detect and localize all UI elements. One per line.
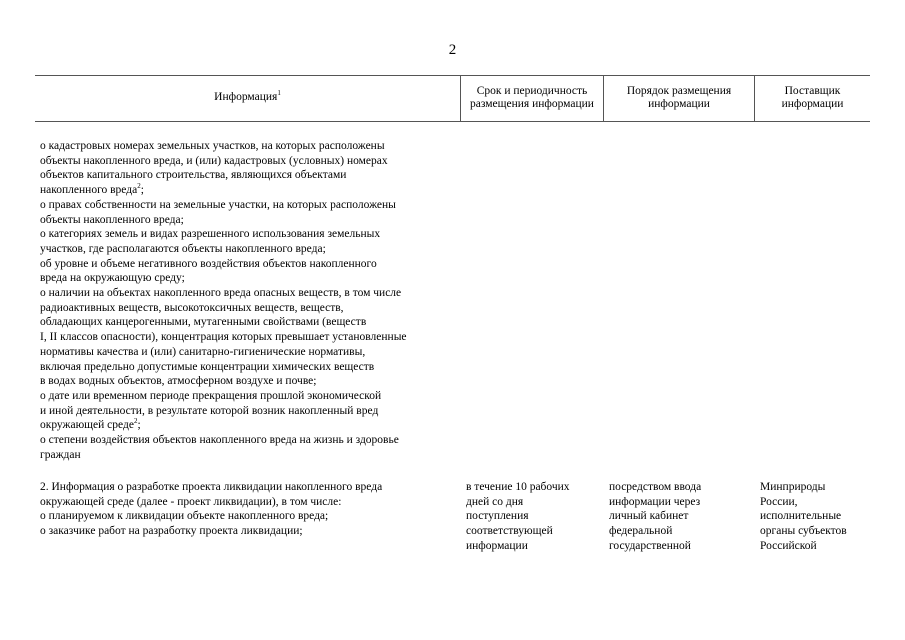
section2-deadline-text: в течение 10 рабочих дней со дня поступления соответствующей информации <box>466 481 570 552</box>
header-deadline <box>461 75 603 121</box>
section1-information-text <box>40 139 455 462</box>
page-number: 2 <box>448 42 457 58</box>
section2-information-text: 2. Информация о разработке проекта ликвидации накопленного вреда окружающей среде (далее - проект ликвидации), в том числе: о планируемом к ликвидации объекте накопленного вреда; о заказчике работ на разработку проекта ликвидации; <box>40 481 383 538</box>
footnote-ref: 2 <box>133 417 138 426</box>
header-deadline-label: Срок и периодичность размещения информации <box>470 84 594 110</box>
header-placement-procedure-label: Порядок размещения информации <box>626 84 732 110</box>
table-header-bottom-rule <box>35 121 870 122</box>
header-information-label: Информация <box>214 91 278 104</box>
footnote-ref: 1 <box>277 89 281 98</box>
footnote-ref: 2 <box>137 182 141 191</box>
section2-provider-text: Минприроды России, исполнительные органы субъектов Российской <box>760 481 847 552</box>
header-provider <box>755 75 870 121</box>
section1-text-part: ; о правах собственности на земельные участки, на которых расположены объекты накопленного вреда; о категориях земель и видах разрешенного использования земельных участков, где располагаются объекты накопленного вреда; об уровне и объеме негативного воздействия объектов накопленного вреда на окружающую среду; о наличии на объектах накопленного вреда опасных веществ, в том числе радиоактивных веществ, высокотоксичных веществ, веществ, обладающих канцерогенными, мутагенными свойствами (веществ I, II классов опасности), концентрация которых превышает установленные нормативы качества и (или) санитарно-гигиенические нормативы, включая предельно допустимые концентрации химических веществ в водах водных объектов, атмосферном воздухе и почве; о дате или временном периоде прекращения прошлой экономической и иной деятельности, в результате которой возник накопленный вред окружающей среде <box>40 184 407 432</box>
header-placement-procedure <box>604 75 754 121</box>
section1-text-part: ; о степени воздействия объектов накопленного вреда на жизнь и здоровье граждан <box>40 419 399 461</box>
section1-text-part: о кадастровых номерах земельных участков, на которых расположены объекты накопленного вреда, и (или) кадастровых (условных) номерах объектов капитального строительства, являющихся объектами накопленного вреда <box>40 140 388 197</box>
header-provider-label: Поставщик информации <box>781 84 844 110</box>
section2-placement-text: посредством ввода информации через личный кабинет федеральной государственной <box>609 481 702 552</box>
header-information <box>35 75 460 121</box>
